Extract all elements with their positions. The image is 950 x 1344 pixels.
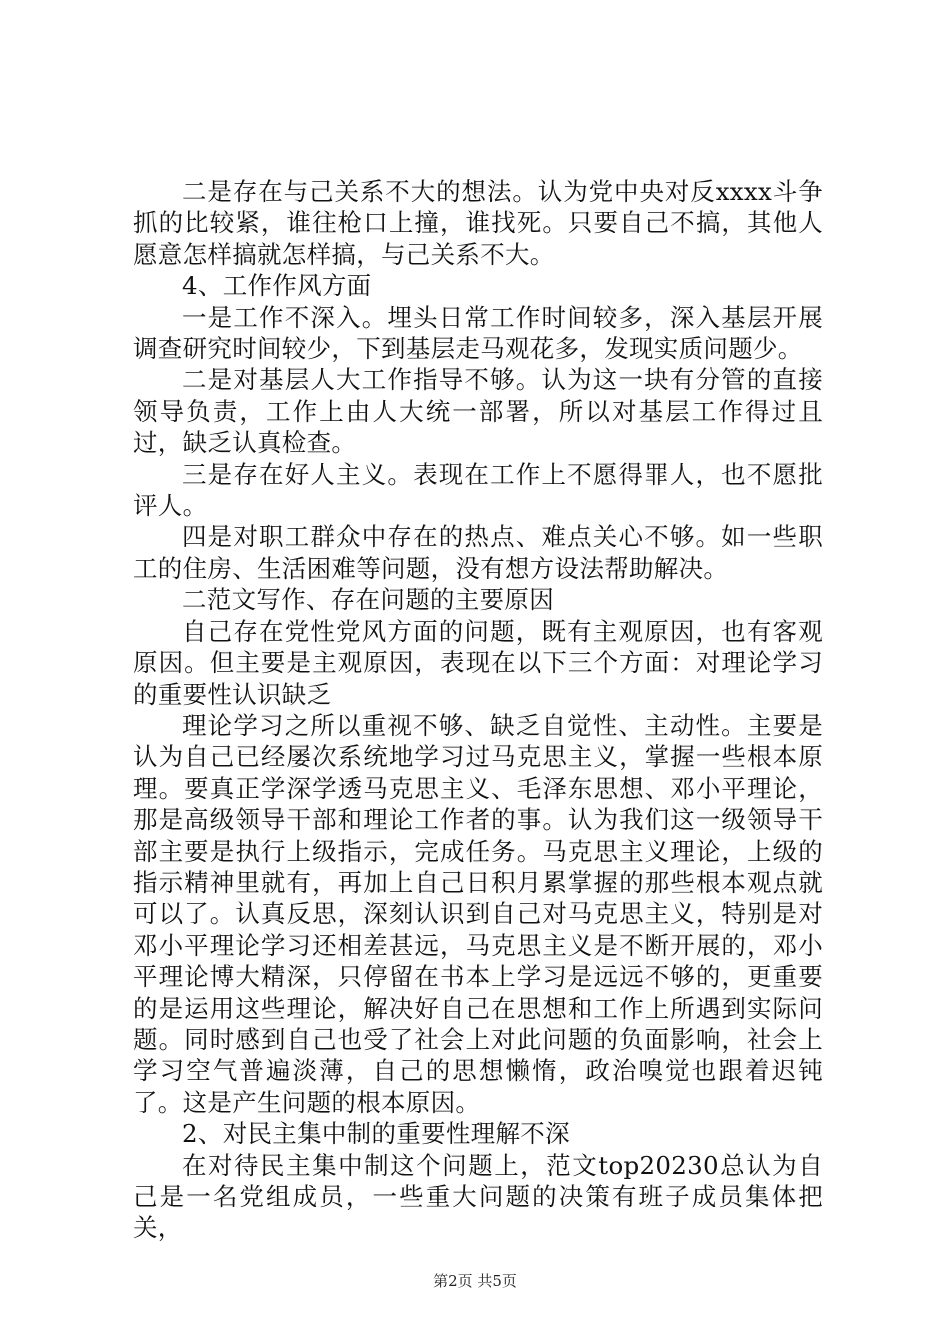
page-number-footer: 第2页 共5页 [433,1272,517,1290]
section-heading: 2、对民主集中制的重要性理解不深 [182,1119,570,1149]
paragraph: 自己存在党性党风方面的问题，既有主观原因，也有客观原因。但主要是主观原因，表现在以下三个方面：对理论学习的重要性认识缺乏 [133,616,823,709]
section-heading: 二范文写作、存在问题的主要原因 [182,585,554,615]
section-heading: 4、工作作风方面 [182,271,372,301]
paragraph: 四是对职工群众中存在的热点、难点关心不够。如一些职工的住房、生活困难等问题，没有想方设法帮助解决。 [133,522,823,583]
paragraph: 一是工作不深入。埋头日常工作时间较多，深入基层开展调查研究时间较少，下到基层走马观花多，发现实质问题少。 [133,302,823,364]
paragraph: 二是存在与己关系不大的想法。认为党中央对反xxxx斗争抓的比较紧，谁往枪口上撞，谁找死。只要自己不搞，其他人愿意怎样搞就怎样搞，与己关系不大。 [133,177,823,269]
paragraph: 理论学习之所以重视不够、缺乏自觉性、主动性。主要是认为自己已经屡次系统地学习过马克思主义，掌握一些根本原理。要真正学深学透马克思主义、毛泽东思想、邓小平理论，那是高级领导干部和理论工作者的事。认为我们这一级领导干部主要是执行上级指示，完成任务。马克思主义理论，上级的指示精神里就有，再加上自己日积月累掌握的那些根本观点就可以了。认真反思，深刻认识到自己对马克思主义，特别是对邓小平理论学习还相差甚远，马克思主义是不断开展的，邓小平理论博大精深，只停留在书本上学习是远远不够的，更重要的是运用这些理论，解决好自己在思想和工作上所遇到实际问题。同时感到自己也受了社会上对此问题的负面影响，社会上学习空气普遍淡薄，自己的思想懒惰，政治嗅觉也跟着迟钝了。这是产生问题的根本原因。 [133,710,823,1117]
paragraph: 三是存在好人主义。表现在工作上不愿得罪人，也不愿批评人。 [133,459,823,521]
document-body [133,176,823,1244]
paragraph: 在对待民主集中制这个问题上，范文top20230总认为自己是一名党组成员，一些重大问题的决策有班子成员集体把关， [133,1150,823,1243]
paragraph: 二是对基层人大工作指导不够。认为这一块有分管的直接领导负责，工作上由人大统一部署，所以对基层工作得过且过，缺乏认真检查。 [133,365,823,458]
